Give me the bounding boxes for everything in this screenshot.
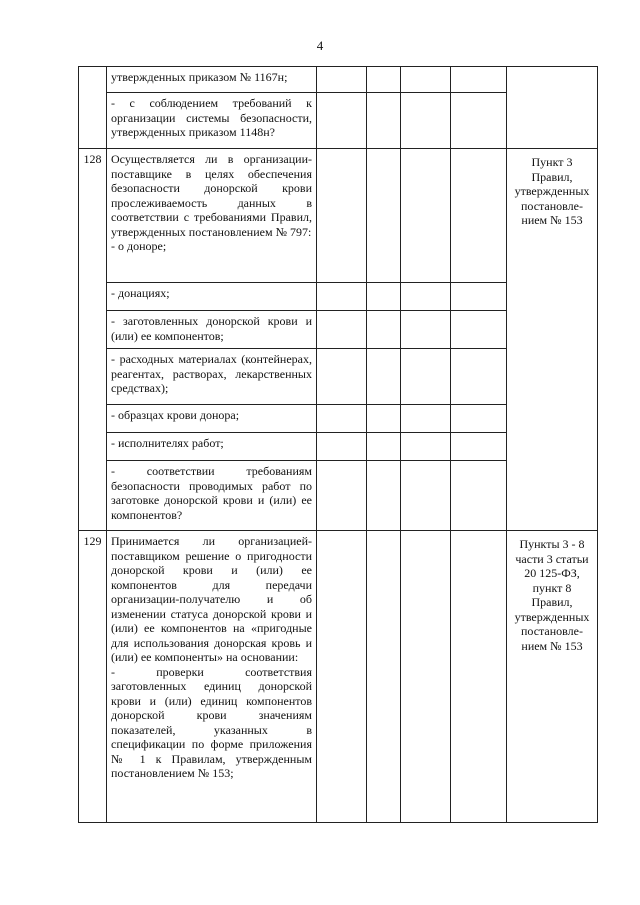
question-cell bbox=[107, 433, 317, 461]
answer-no-cell[interactable] bbox=[367, 405, 401, 433]
checklist-table bbox=[78, 66, 598, 823]
answer-no-cell[interactable] bbox=[367, 149, 401, 283]
answer-no-cell[interactable] bbox=[367, 67, 401, 93]
legal-reference-cell bbox=[507, 67, 598, 149]
answer-yes-cell[interactable] bbox=[317, 461, 367, 531]
question-text: - исполнителях работ; bbox=[111, 436, 224, 450]
comment-cell[interactable] bbox=[451, 405, 507, 433]
answer-na-cell[interactable] bbox=[401, 67, 451, 93]
answer-no-cell[interactable] bbox=[367, 311, 401, 349]
legal-reference: Пункт 3 Правил, утвержденных постановле- нием № 153 bbox=[507, 149, 598, 531]
answer-yes-cell[interactable] bbox=[317, 311, 367, 349]
question-cell bbox=[107, 283, 317, 311]
answer-na-cell[interactable] bbox=[401, 311, 451, 349]
answer-na-cell[interactable] bbox=[401, 349, 451, 405]
item-number: 128 bbox=[79, 149, 107, 531]
item-number: 129 bbox=[79, 531, 107, 823]
answer-na-cell[interactable] bbox=[401, 93, 451, 149]
comment-cell[interactable] bbox=[451, 349, 507, 405]
comment-cell[interactable] bbox=[451, 67, 507, 93]
answer-no-cell[interactable] bbox=[367, 531, 401, 823]
question-cell bbox=[107, 149, 317, 283]
question-cell bbox=[107, 531, 317, 823]
question-cell bbox=[107, 349, 317, 405]
question-text: Осуществляется ли в организации-поставщике в целях обеспечения безопасности донорской крови прослеживаемость данных в соответствии с требованиями Правил, утвержденных постановлением № 797: - о доноре; bbox=[111, 152, 312, 253]
table-row bbox=[79, 149, 598, 283]
answer-yes-cell[interactable] bbox=[317, 433, 367, 461]
question-cell bbox=[107, 405, 317, 433]
answer-yes-cell[interactable] bbox=[317, 149, 367, 283]
answer-yes-cell[interactable] bbox=[317, 405, 367, 433]
comment-cell[interactable] bbox=[451, 531, 507, 823]
answer-no-cell[interactable] bbox=[367, 433, 401, 461]
table-row bbox=[79, 67, 598, 93]
question-cell bbox=[107, 311, 317, 349]
answer-no-cell[interactable] bbox=[367, 461, 401, 531]
answer-no-cell[interactable] bbox=[367, 93, 401, 149]
question-text: - расходных материалах (контейнерах, реагентах, растворах, лекарственных средствах); bbox=[111, 352, 312, 395]
answer-na-cell[interactable] bbox=[401, 461, 451, 531]
item-number-cell bbox=[79, 67, 107, 149]
question-cell bbox=[107, 67, 317, 93]
question-text: утвержденных приказом № 1167н; bbox=[111, 70, 288, 84]
answer-na-cell[interactable] bbox=[401, 149, 451, 283]
comment-cell[interactable] bbox=[451, 311, 507, 349]
question-text: - донациях; bbox=[111, 286, 170, 300]
answer-yes-cell[interactable] bbox=[317, 67, 367, 93]
question-text: - соответствии требованиям безопасности проводимых работ по заготовке донорской крови и (или) ее компонентов? bbox=[111, 464, 312, 522]
comment-cell[interactable] bbox=[451, 433, 507, 461]
question-cell bbox=[107, 93, 317, 149]
answer-na-cell[interactable] bbox=[401, 283, 451, 311]
answer-na-cell[interactable] bbox=[401, 531, 451, 823]
answer-na-cell[interactable] bbox=[401, 433, 451, 461]
table-row bbox=[79, 531, 598, 823]
question-cell bbox=[107, 461, 317, 531]
answer-no-cell[interactable] bbox=[367, 283, 401, 311]
question-text: - образцах крови донора; bbox=[111, 408, 240, 422]
page-number: 4 bbox=[316, 38, 324, 53]
legal-reference: Пункты 3 - 8 части 3 статьи 20 125-ФЗ, пункт 8 Правил, утвержденных постановле- нием № 153 bbox=[507, 531, 598, 823]
comment-cell[interactable] bbox=[451, 93, 507, 149]
answer-yes-cell[interactable] bbox=[317, 531, 367, 823]
answer-yes-cell[interactable] bbox=[317, 93, 367, 149]
answer-yes-cell[interactable] bbox=[317, 283, 367, 311]
comment-cell[interactable] bbox=[451, 283, 507, 311]
question-text: - с соблюдением требований к организации системы безопасности, утвержденных приказом 1148н? bbox=[111, 96, 312, 139]
answer-no-cell[interactable] bbox=[367, 349, 401, 405]
answer-yes-cell[interactable] bbox=[317, 349, 367, 405]
answer-na-cell[interactable] bbox=[401, 405, 451, 433]
comment-cell[interactable] bbox=[451, 149, 507, 283]
comment-cell[interactable] bbox=[451, 461, 507, 531]
question-text: - заготовленных донорской крови и (или) ее компонентов; bbox=[111, 314, 312, 343]
question-text: Принимается ли организацией-поставщиком решение о пригодности донорской крови и (или) ее компонентов для передачи организации-получателю и об изменении статуса донорской крови и (или) ее компонентов на «пригодные для использования донорская кровь и (или) ее компоненты» на основании: - проверки соответствия заготовленных единиц донорской крови и (или) единиц компонентов донорской крови значениям показателей, указанных в спецификации по форме приложения № 1 к Правилам, утвержденным постановлением № 153; bbox=[111, 534, 312, 780]
